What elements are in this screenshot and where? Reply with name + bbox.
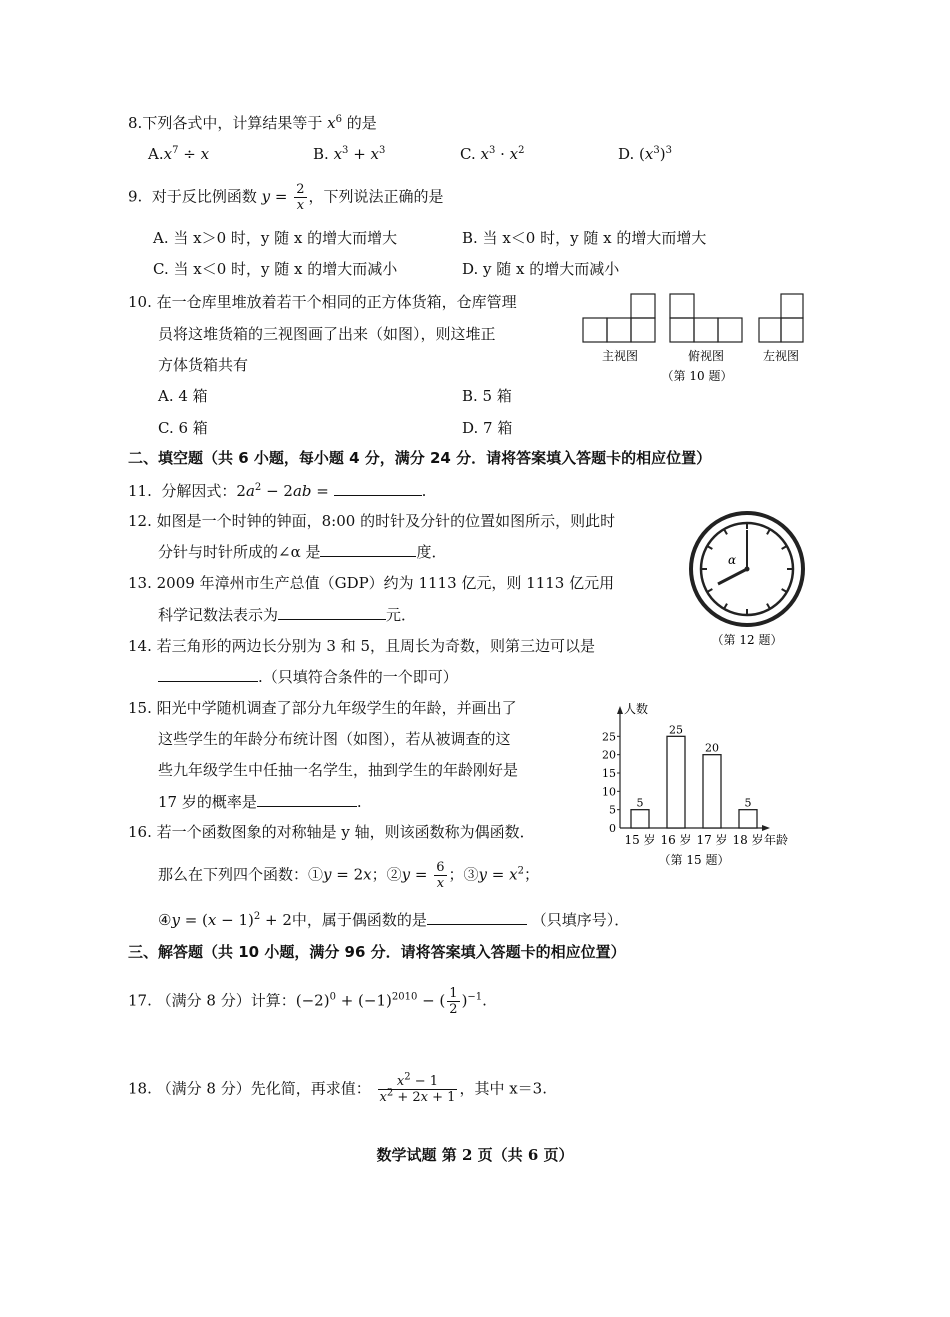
- clock-tick: [724, 529, 727, 534]
- bar: [739, 810, 757, 828]
- bar: [667, 736, 685, 828]
- front-view: [583, 294, 655, 342]
- left-view-label: 左视图: [762, 349, 800, 363]
- clock-tick: [782, 589, 787, 592]
- q12-line-2: 分针与时针所成的∠α 是 度．: [158, 543, 447, 561]
- y-tick-label: 15: [602, 767, 616, 780]
- x-tick-label: 15 岁: [624, 833, 656, 847]
- q13-line-1: 13. 2009 年漳州市生产总值（GDP）约为 1113 亿元，则 1113 亿元用: [128, 574, 615, 592]
- angle-alpha-label: α: [728, 553, 737, 567]
- section-2-heading: 二、填空题（共 6 小题，每小题 4 分，满分 24 分．请将答案填入答题卡的相应位置）: [128, 449, 712, 467]
- q16-line-3: ④y = $(x - 1)^2 + 2$中，属于偶函数的是 （只填序号）．: [158, 911, 630, 929]
- x-tick-label: 17 岁: [696, 833, 728, 847]
- clock-tick: [782, 546, 787, 549]
- q9-option-a: A. 当 x＞0 时，y 随 x 的增大而增大: [153, 229, 398, 247]
- q10-caption: （第 10 题）: [661, 369, 733, 383]
- x-tick-label: 18 岁: [732, 833, 764, 847]
- left-view: [759, 294, 803, 342]
- q17: 17. （满分 8 分）计算：$(-2)^0 + (-1)^{2010}$ − ( $\frac{1}{2}$ )$^{-1}$.: [128, 986, 487, 1017]
- q10-line-2: 员将这堆货箱的三视图画了出来（如图），则这堆正: [158, 325, 496, 343]
- q8-option-a: $A.x^7 \div x$: [148, 145, 210, 163]
- q12-line-1: 12. 如图是一个时钟的钟面，8:00 的时针及分针的位置如图所示，则此时: [128, 512, 616, 530]
- q10-option-d: D. 7 箱: [462, 419, 513, 437]
- q9-stem: 9. 对于反比例函数 y = $\frac{2}{x}$ ，下列说法正确的是: [128, 182, 444, 213]
- x-axis-label: 年龄: [764, 833, 789, 847]
- y-tick-label: 10: [602, 785, 616, 799]
- q15-line-1: 15. 阳光中学随机调查了部分九年级学生的年龄，并画出了: [128, 699, 517, 717]
- q15-caption: （第 15 题）: [658, 853, 730, 867]
- y-tick-label: 0: [609, 822, 616, 835]
- q11: 11. 分解因式：$2a^2 - 2ab$ = .: [128, 482, 427, 500]
- q10-line-1: 10. 在一仓库里堆放着若干个相同的正方体货箱，仓库管理: [128, 293, 517, 311]
- bar-value-label: 5: [636, 796, 644, 810]
- q10-option-b: B. 5 箱: [462, 387, 512, 405]
- y-tick-label: 5: [609, 803, 616, 817]
- front-view-label: 主视图: [601, 349, 639, 363]
- q10-option-c: C. 6 箱: [158, 419, 208, 437]
- q14-line-2: .（只填符合条件的一个即可）: [158, 667, 458, 687]
- q15-age-bar-chart: [594, 700, 804, 870]
- q8-stem: 8.下列各式中，计算结果等于 $x^6$ 的是: [128, 114, 377, 132]
- q9-option-c: C. 当 x＜0 时，y 随 x 的增大而减小: [153, 260, 398, 278]
- section-3-heading: 三、解答题（共 10 小题，满分 96 分．请将答案填入答题卡的相应位置）: [128, 943, 626, 961]
- clock-tick: [724, 604, 727, 609]
- q15-line-2: 这些学生的年龄分布统计图（如图），若从被调查的这: [158, 730, 511, 748]
- q8-option-d: D. $(x^3)^3$: [618, 145, 672, 163]
- q10-three-views-figure: [575, 290, 815, 390]
- q16-line-2: 那么在下列四个函数：①y = 2x；②y = $\frac{6}{x}$ ；③y = $x^2$；: [158, 860, 539, 891]
- page-footer: 数学试题 第 2 页（共 6 页）: [376, 1146, 574, 1164]
- q15-line-3: 些九年级学生中任抽一名学生，抽到学生的年龄刚好是: [158, 761, 519, 779]
- q15-line-4: 17 岁的概率是 .: [158, 793, 362, 811]
- q10-line-3: 方体货箱共有: [158, 356, 249, 374]
- x-tick-label: 16 岁: [660, 833, 692, 847]
- clock-tick: [707, 546, 712, 549]
- top-view: [670, 294, 742, 342]
- y-tick-label: 25: [602, 730, 616, 744]
- clock-tick: [707, 589, 712, 592]
- q12-caption: （第 12 题）: [711, 633, 783, 647]
- q8-option-c: C. $x^3 \cdot x^2$: [460, 145, 525, 163]
- bar-value-label: 25: [669, 723, 683, 737]
- q9-option-b: B. 当 x＜0 时，y 随 x 的增大而增大: [462, 229, 707, 247]
- y-tick-label: 20: [602, 748, 616, 762]
- q13-line-2: 科学记数法表示为 元．: [158, 606, 417, 624]
- bar: [703, 755, 721, 828]
- q18: 18. （满分 8 分）先化简，再求值： $\frac{x^2 - 1}{x^2 + 2x + 1}$ ，其中 x＝3.: [128, 1071, 547, 1105]
- clock-tick: [767, 529, 770, 534]
- q8-option-b: B. $x^3 + x^3$: [313, 145, 386, 163]
- y-axis-label: 人数: [624, 702, 649, 716]
- q12-clock-figure: [688, 508, 814, 654]
- q14-line-1: 14. 若三角形的两边长分别为 3 和 5，且周长为奇数，则第三边可以是: [128, 637, 596, 655]
- bar-value-label: 5: [744, 796, 752, 810]
- top-view-label: 俯视图: [687, 349, 725, 363]
- bar-value-label: 20: [705, 741, 719, 755]
- q10-option-a: A. 4 箱: [158, 387, 208, 405]
- bar: [631, 810, 649, 828]
- q16-line-1: 16. 若一个函数图象的对称轴是 y 轴，则该函数称为偶函数．: [128, 823, 535, 841]
- hour-hand: [718, 569, 747, 584]
- q9-option-d: D. y 随 x 的增大而减小: [462, 260, 620, 278]
- clock-tick: [767, 604, 770, 609]
